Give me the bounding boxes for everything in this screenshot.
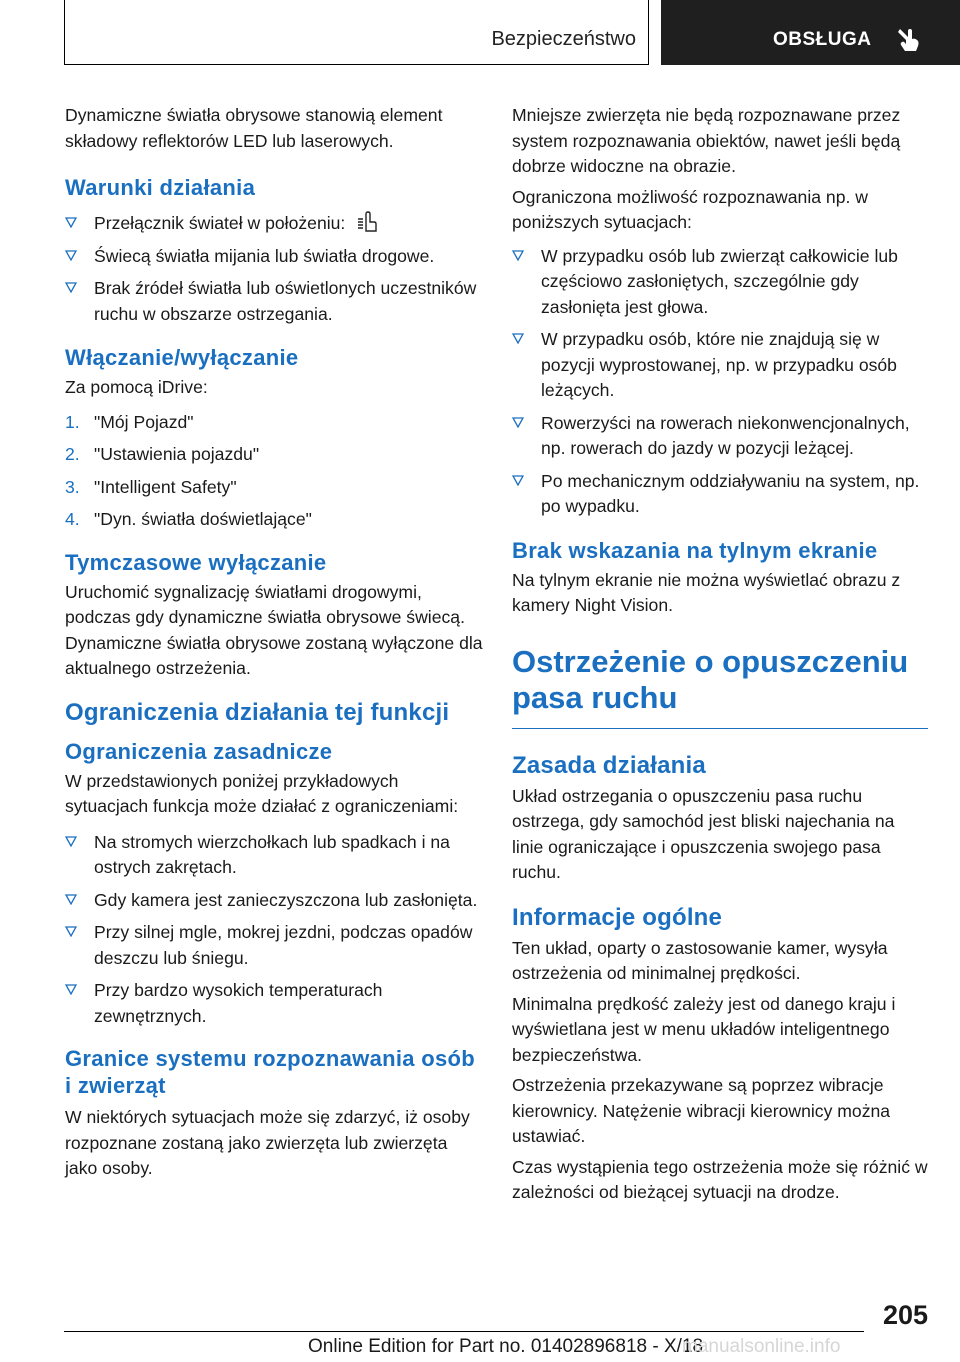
list-item — [65, 442, 483, 468]
header-tab-label: OBSŁUGA — [773, 29, 872, 50]
steps-list — [65, 410, 483, 533]
step-label: "Intelligent Safety" — [94, 476, 237, 497]
list-item — [512, 244, 928, 321]
list-item — [65, 978, 483, 1029]
info-paragraph: Czas wystąpienia tego ostrzeżenia może się różnić w zależności od bieżącej sytuacji na drodze. — [512, 1156, 928, 1202]
brak-heading: Brak wskazania na tylnym ekranie — [512, 537, 878, 563]
step-number: 3. — [65, 476, 80, 497]
lane-heading: Ostrzeżenie o opuszczeniu pasa ruchu — [512, 643, 909, 715]
list-item-text: Przy bardzo wysokich temperaturach zewnętrznych. — [94, 980, 383, 1026]
triangle-bullet-icon — [65, 893, 77, 905]
zasada-heading: Zasada działania — [512, 751, 706, 779]
list-item — [65, 830, 483, 881]
step-label: "Ustawienia pojazdu" — [94, 444, 260, 464]
info-paragraph: Ostrzeżenia przekazywane są poprzez wibracje kierownicy. Natężenie wibracji kierownicy można ustawiać. — [512, 1075, 891, 1146]
list-item-text: Przy silnej mgle, mokrej jezdni, podczas opadów deszczu lub śniegu. — [94, 922, 473, 968]
list-item — [65, 276, 483, 327]
info-paragraph: Minimalna prędkość zależy jest od danego kraju i wyświetlana jest w menu układów inteligentnego bezpieczeństwa. — [512, 993, 896, 1065]
right-column — [512, 103, 928, 1211]
list-item-text: Gdy kamera jest zanieczyszczona lub zasłonięta. — [94, 889, 478, 910]
triangle-bullet-icon — [65, 983, 77, 995]
list-item — [512, 327, 928, 404]
list-item-text: W przypadku osób lub zwierząt całkowicie lub częściowo zasłoniętych, szczególnie gdy zasłonięta jest głowa. — [541, 245, 898, 317]
list-item — [65, 920, 483, 971]
list-item-text: Przełącznik świateł w położeniu: — [94, 213, 346, 233]
wlaczanie-heading: Włączanie/wyłączanie — [65, 345, 299, 370]
footer-watermark: manualsonline.info — [682, 1336, 841, 1357]
wlaczanie-text: Za pomocą iDrive: — [65, 377, 208, 397]
info-paragraph: Ten układ, oparty o zastosowanie kamer, wysyła ostrzeżenia od minimalnej prędkości. — [512, 937, 888, 983]
zasadnicze-heading: Ograniczenia zasadnicze — [65, 738, 333, 764]
list-item — [512, 411, 928, 462]
list-item-text: Świecą światła mijania lub światła drogowe. — [94, 245, 435, 266]
list-item-text: W przypadku osób, które nie znajdują się w pozycji wyprostowanej, np. w przypadku osób leżących. — [541, 329, 897, 400]
zasadnicze-list — [65, 830, 483, 1030]
tymczasowe-text: Uruchomić sygnalizację światłami drogowymi, podczas gdy dynamiczne światła obrysowe świecą. Dynamiczne światła obrysowe zostaną wyłączone dla aktualnego ostrzeżenia. — [65, 581, 483, 678]
granice-text: W niektórych sytuacjach może się zdarzyć, iż osoby rozpoznane zostaną jako zwierzęta lub zwierzęta jako osoby. — [65, 1107, 470, 1178]
header-rule-left — [64, 0, 65, 65]
list-item — [65, 888, 483, 914]
list-item — [512, 469, 928, 520]
list-item — [65, 475, 483, 501]
list-item-text: Brak źródeł światła lub oświetlonych uczestników ruchu w obszarze ostrzegania. — [94, 278, 477, 324]
step-number: 1. — [65, 411, 80, 432]
triangle-bullet-icon — [65, 216, 77, 228]
step-number: 2. — [65, 444, 80, 464]
left-column — [65, 103, 483, 1187]
page-number: 205 — [882, 1300, 928, 1330]
zasada-text: Układ ostrzegania o opuszczeniu pasa ruchu ostrzega, gdy samochód jest bliski najechania na linie ograniczające i opuszczenia swojego pasa ruchu. — [512, 785, 895, 882]
triangle-bullet-icon — [65, 925, 77, 937]
right-text-1: Mniejsze zwierzęta nie będą rozpoznawane przez system rozpoznawania obiektów, nawet jeśli będą dobrze widoczne na obrazie. — [512, 105, 901, 176]
list-item — [65, 507, 483, 533]
brak-text: Na tylnym ekranie nie można wyświetlać obrazu z kamery Night Vision. — [512, 569, 901, 615]
triangle-bullet-icon — [512, 332, 524, 344]
zasadnicze-text: W przedstawionych poniżej przykładowych sytuacjach funkcja może działać z ograniczeniami: — [65, 770, 459, 816]
triangle-bullet-icon — [65, 835, 77, 847]
right-list — [512, 244, 928, 520]
header-rule-right — [648, 0, 649, 65]
warunki-list — [65, 211, 483, 327]
list-item-text: Po mechanicznym oddziaływaniu na system, np. po wypadku. — [541, 470, 920, 516]
triangle-bullet-icon — [65, 249, 77, 261]
triangle-bullet-icon — [512, 416, 524, 428]
step-label: "Mój Pojazd" — [94, 411, 194, 432]
list-item — [65, 244, 483, 270]
triangle-bullet-icon — [65, 281, 77, 293]
list-item-text: Rowerzyści na rowerach niekonwencjonalnych, np. rowerach do jazdy w pozycji leżącej. — [541, 412, 910, 458]
step-number: 4. — [65, 509, 80, 529]
ograniczenia-heading: Ograniczenia działania tej funkcji — [65, 698, 450, 726]
list-item — [65, 410, 483, 436]
step-label: "Dyn. światła doświetlające" — [94, 509, 312, 529]
header-section-title: Bezpieczeństwo — [491, 28, 636, 50]
lane-heading-rule — [512, 728, 928, 729]
pointing-hand-icon — [896, 25, 922, 53]
footer-edition: Online Edition for Part no. 01402896818 - X/18 — [308, 1336, 704, 1357]
triangle-bullet-icon — [512, 249, 524, 261]
right-text-2: Ograniczona możliwość rozpoznawania np. w poniższych sytuacjach: — [512, 186, 868, 232]
list-item — [65, 211, 483, 237]
header-rule-bottom — [64, 64, 649, 65]
headlight-switch-icon — [356, 211, 378, 233]
warunki-heading: Warunki działania — [65, 175, 256, 200]
tymczasowe-heading: Tymczasowe wyłączanie — [65, 549, 327, 575]
intro-text: Dynamiczne światła obrysowe stanowią element składowy reflektorów LED lub laserowych. — [65, 105, 443, 151]
triangle-bullet-icon — [512, 474, 524, 486]
granice-heading: Granice systemu rozpoznawania osób i zwierząt — [65, 1046, 475, 1098]
list-item-text: Na stromych wierzchołkach lub spadkach i na ostrych zakrętach. — [94, 831, 450, 877]
footer-rule — [64, 1331, 864, 1332]
informacje-heading: Informacje ogólne — [512, 903, 723, 931]
